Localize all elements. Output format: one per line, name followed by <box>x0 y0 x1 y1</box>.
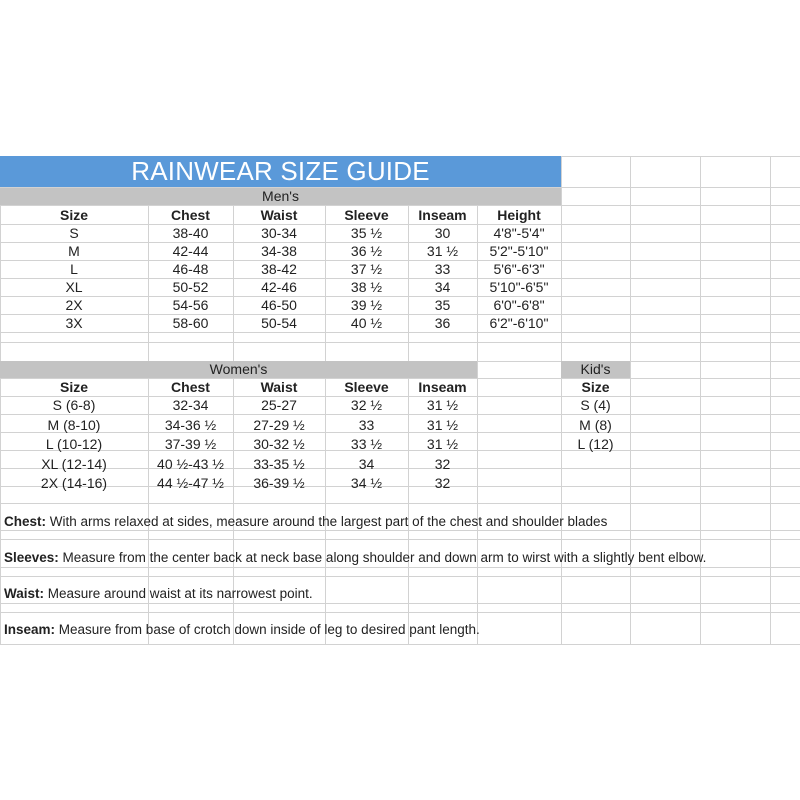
kids-header-size: Size <box>581 379 610 395</box>
mens-cell-inseam: 35 <box>434 297 451 313</box>
note-waist <box>4 585 313 603</box>
grid-row-line <box>0 612 800 613</box>
grid-row-line <box>0 539 800 540</box>
womens-cell-size: S (6-8) <box>52 397 96 413</box>
mens-cell-size: S <box>69 225 79 241</box>
mens-header-chest: Chest <box>171 207 210 223</box>
mens-cell-sleeve: 38 ½ <box>350 279 383 295</box>
mens-header-inseam: Inseam <box>418 207 467 223</box>
mens-cell-sleeve: 35 ½ <box>350 225 383 241</box>
note-sleeves <box>4 549 706 567</box>
mens-cell-height: 5'10"-6'5" <box>489 279 549 295</box>
womens-cell-waist: 25-27 <box>261 397 297 413</box>
grid-row-line <box>0 342 800 343</box>
kids-cell-size: S (4) <box>580 397 611 413</box>
mens-cell-size: 2X <box>65 297 83 313</box>
womens-cell-waist: 33-35 ½ <box>253 455 305 472</box>
mens-cell-waist: 50-54 <box>261 315 297 331</box>
womens-cell-sleeve: 34 ½ <box>350 475 383 491</box>
mens-header-height: Height <box>497 207 541 223</box>
womens-cell-sleeve: 33 <box>358 416 375 433</box>
mens-cell-sleeve: 37 ½ <box>350 261 383 277</box>
mens-cell-size: M <box>68 243 80 259</box>
mens-cell-sleeve: 39 ½ <box>350 297 383 313</box>
grid-row-line <box>0 503 800 504</box>
mens-cell-size: L <box>70 261 78 277</box>
mens-cell-chest: 54-56 <box>172 297 209 313</box>
grid-row-line <box>0 567 800 568</box>
note-chest <box>4 513 607 531</box>
womens-section-label: Women's <box>0 361 477 378</box>
note-waist-term: Waist: <box>4 586 44 601</box>
womens-size-table <box>0 378 477 494</box>
womens-cell-size: XL (12-14) <box>41 455 107 472</box>
mens-cell-height: 5'6"-6'3" <box>493 261 545 277</box>
womens-cell-chest: 32-34 <box>172 397 209 413</box>
mens-size-table <box>0 206 561 342</box>
mens-cell-sleeve: 40 ½ <box>350 315 383 331</box>
mens-header-waist: Waist <box>260 207 298 223</box>
note-inseam <box>4 621 480 639</box>
womens-cell-chest: 34-36 ½ <box>164 416 217 433</box>
womens-cell-inseam: 32 <box>434 475 451 491</box>
mens-section-label: Men's <box>0 188 561 205</box>
mens-cell-size: XL <box>65 279 83 295</box>
grid-row-line <box>0 644 800 645</box>
note-sleeves-term: Sleeves: <box>4 550 59 565</box>
womens-cell-size: 2X (14-16) <box>40 475 108 491</box>
womens-cell-chest: 40 ½-43 ½ <box>157 455 224 472</box>
grid-column-line <box>700 156 701 644</box>
mens-cell-chest: 50-52 <box>172 279 209 295</box>
mens-cell-waist: 46-50 <box>261 297 297 313</box>
grid-row-line <box>0 603 800 604</box>
mens-cell-sleeve: 36 ½ <box>350 243 383 259</box>
grid-column-line <box>630 156 631 644</box>
mens-cell-chest: 46-48 <box>172 261 209 277</box>
womens-cell-sleeve: 33 ½ <box>350 436 383 452</box>
mens-cell-chest: 58-60 <box>172 315 209 331</box>
note-chest-term: Chest: <box>4 514 47 529</box>
note-sleeves-text: Measure from the center back at neck base along shoulder and down arm to wirst with a slightly bent elbow. <box>58 550 707 565</box>
mens-cell-chest: 38-40 <box>172 225 209 241</box>
mens-cell-height: 4'8"-5'4" <box>493 225 545 241</box>
womens-header-waist: Waist <box>260 379 298 395</box>
kids-size-table <box>561 378 630 458</box>
note-inseam-term: Inseam: <box>4 622 56 637</box>
womens-cell-waist: 27-29 ½ <box>253 416 305 433</box>
kids-section-label: Kid's <box>561 361 630 378</box>
mens-cell-inseam: 36 <box>434 315 451 331</box>
mens-cell-size: 3X <box>65 315 83 331</box>
note-inseam-text: Measure from base of crotch down inside of leg to desired pant length. <box>55 622 480 637</box>
mens-cell-waist: 34-38 <box>261 243 297 259</box>
mens-cell-inseam: 34 <box>434 279 451 295</box>
mens-header-size: Size <box>59 207 88 223</box>
mens-cell-chest: 42-44 <box>172 243 209 259</box>
mens-cell-height: 6'0"-6'8" <box>493 297 545 313</box>
womens-cell-waist: 30-32 ½ <box>253 436 305 452</box>
womens-cell-size: L (10-12) <box>45 436 103 452</box>
womens-cell-inseam: 32 <box>434 455 451 472</box>
mens-cell-height: 5'2"-5'10" <box>489 243 549 259</box>
title-bar: RAINWEAR SIZE GUIDE <box>0 156 561 187</box>
womens-cell-inseam: 31 ½ <box>426 436 459 452</box>
womens-header-inseam: Inseam <box>418 379 467 395</box>
mens-cell-inseam: 30 <box>434 225 451 241</box>
kids-cell-size: L (12) <box>577 436 614 452</box>
womens-cell-inseam: 31 ½ <box>426 397 459 413</box>
womens-header-chest: Chest <box>171 379 210 395</box>
womens-cell-size: M (8-10) <box>47 416 101 433</box>
womens-cell-chest: 37-39 ½ <box>164 436 217 452</box>
mens-cell-waist: 38-42 <box>261 261 297 277</box>
mens-cell-height: 6'2"-6'10" <box>489 315 549 331</box>
mens-header-sleeve: Sleeve <box>344 207 389 223</box>
womens-cell-sleeve: 32 ½ <box>350 397 383 413</box>
womens-header-size: Size <box>59 379 88 395</box>
womens-cell-sleeve: 34 <box>358 455 375 472</box>
kids-cell-size: M (8) <box>579 416 612 433</box>
grid-row-line <box>0 576 800 577</box>
womens-cell-chest: 44 ½-47 ½ <box>157 475 224 491</box>
mens-cell-waist: 42-46 <box>261 279 297 295</box>
womens-cell-inseam: 31 ½ <box>426 416 459 433</box>
mens-cell-inseam: 31 ½ <box>426 243 459 259</box>
mens-cell-waist: 30-34 <box>261 225 297 241</box>
note-chest-text: With arms relaxed at sides, measure around the largest part of the chest and shoulder blades <box>46 514 608 529</box>
womens-cell-waist: 36-39 ½ <box>253 475 305 491</box>
womens-header-sleeve: Sleeve <box>344 379 389 395</box>
size-guide-sheet <box>0 156 800 644</box>
mens-cell-inseam: 33 <box>434 261 451 277</box>
note-waist-text: Measure around waist at its narrowest point. <box>44 586 313 601</box>
grid-column-line <box>770 156 771 644</box>
